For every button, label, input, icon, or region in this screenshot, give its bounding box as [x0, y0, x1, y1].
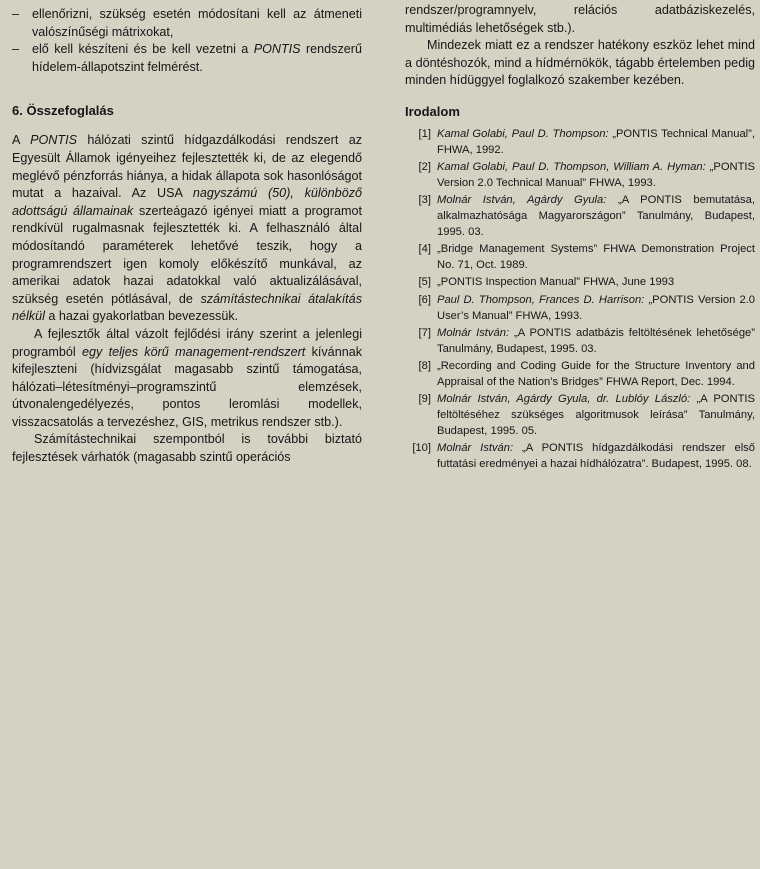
summary-paragraph-2: A fejlesztők által vázolt fejlődési irány szerint a jelenlegi programból egy teljes körű management-rendszert kívánnak kifejleszteni (hídvizsgálat magasabb szintű támogatása, hálózati–létesítményi–programszintű elemzések, útvonalengedélyezés, pontos leromlási modellek, visszacsatolás a tervezéshez, GIS, metrikus rendszer stb.). — [12, 326, 362, 429]
left-column — [12, 6, 362, 467]
list-item — [12, 41, 362, 76]
references-heading: Irodalom — [405, 103, 460, 119]
reference-item: [1] Kamal Golabi, Paul D. Thompson: „PONTIS Technical Manual”, FHWA, 1992. — [418, 127, 755, 156]
reference-item: [5] „PONTIS Inspection Manual” FHWA, June 1993 — [418, 276, 675, 289]
bullet-text: elő kell készíteni és be kell vezetni a PONTIS rendszerű hídelem-állapotszint felmérést. — [32, 42, 362, 74]
reference-item: [4] „Bridge Management Systems” FHWA Demonstration Project No. 71, Oct. 1989. — [418, 243, 755, 271]
bullet-text: ellenőrizni, szükség esetén módosítani kell az átmeneti valószínűségi mátrixokat, — [32, 7, 362, 39]
reference-item: [9] Molnár István, Agárdy Gyula, dr. Lublóy László: „A PONTIS feltöltéséhez szükséges algoritmusok leírása” Tanulmány, Budapest, 1995. 05. — [418, 393, 755, 437]
dash-bullet: – — [12, 7, 20, 21]
reference-item: [10] Molnár István: „A PONTIS hídgazdálkodási rendszer első futtatási eredményei a hazai hídhálózatra”. Budapest, 1995. 08. — [412, 442, 755, 470]
section-heading: 6. Összefoglalás — [12, 103, 114, 119]
list-item — [12, 6, 362, 41]
reference-item: [2] Kamal Golabi, Paul D. Thompson, William A. Hyman: „PONTIS Version 2.0 Technical Manual” FHWA, 1993. — [418, 161, 756, 189]
reference-item: [7] Molnár István: „A PONTIS adatbázis feltöltésének lehetősége” Tanulmány, Budapest, 1995. 03. — [418, 327, 755, 355]
reference-item: [6] Paul D. Thompson, Frances D. Harrison: „PONTIS Version 2.0 User’s Manual” FHWA, 1993. — [418, 293, 755, 322]
reference-list — [405, 127, 755, 472]
dash-bullet: – — [12, 42, 20, 57]
summary-paragraph-1: A PONTIS hálózati szintű hídgazdálkodási rendszert az Egyesült Államok igényeihez fejlesztették ki, de az elegendő meglévő pénzforrás hiánya, a hidak állapota sok hasonlóságot mutat a hazaival. Az USA nagyszámú (50), különböző adottságú államainak szerteágazó igényei miatt a programot rendkívül rugalmasnak fejlesztették ki. A felhasználó által módosítandó paraméterek lehetővé teszik, hogy a programrendszert igen komoly előkészítő munkával, az amerikai adatok hazai adatokkal való aktualizálásával, szükség esetén pótlásával, de számítástechnikai átalakítás nélkül a hazai gyakorlatban bevezessük. — [12, 133, 362, 324]
right-column — [405, 2, 755, 474]
paragraph-continuation: rendszer/programnyelv, relációs adatbáziskezelés, multimédiás lehetőségek stb.). — [405, 3, 755, 35]
reference-item: [3] Molnár István, Agárdy Gyula: „A PONTIS bemutatása, alkalmazhatósága Magyarországon” Tanulmány, Budapest, 1995. 03. — [418, 194, 755, 238]
closing-paragraph: Mindezek miatt ez a rendszer hatékony eszköz lehet mind a döntéshozók, mind a hídmérnökök, tágabb értelemben pedig minden hídüggyel foglalkozó szakember kezében. — [405, 38, 755, 88]
reference-item: [8] „Recording and Coding Guide for the Structure Inventory and Appraisal of the Nation’s Bridges” FHWA Report, Dec. 1994. — [418, 360, 755, 388]
summary-paragraph-3: Számítástechnikai szempontból is további biztató fejlesztések várhatók (magasabb szintű operációs — [12, 432, 362, 465]
